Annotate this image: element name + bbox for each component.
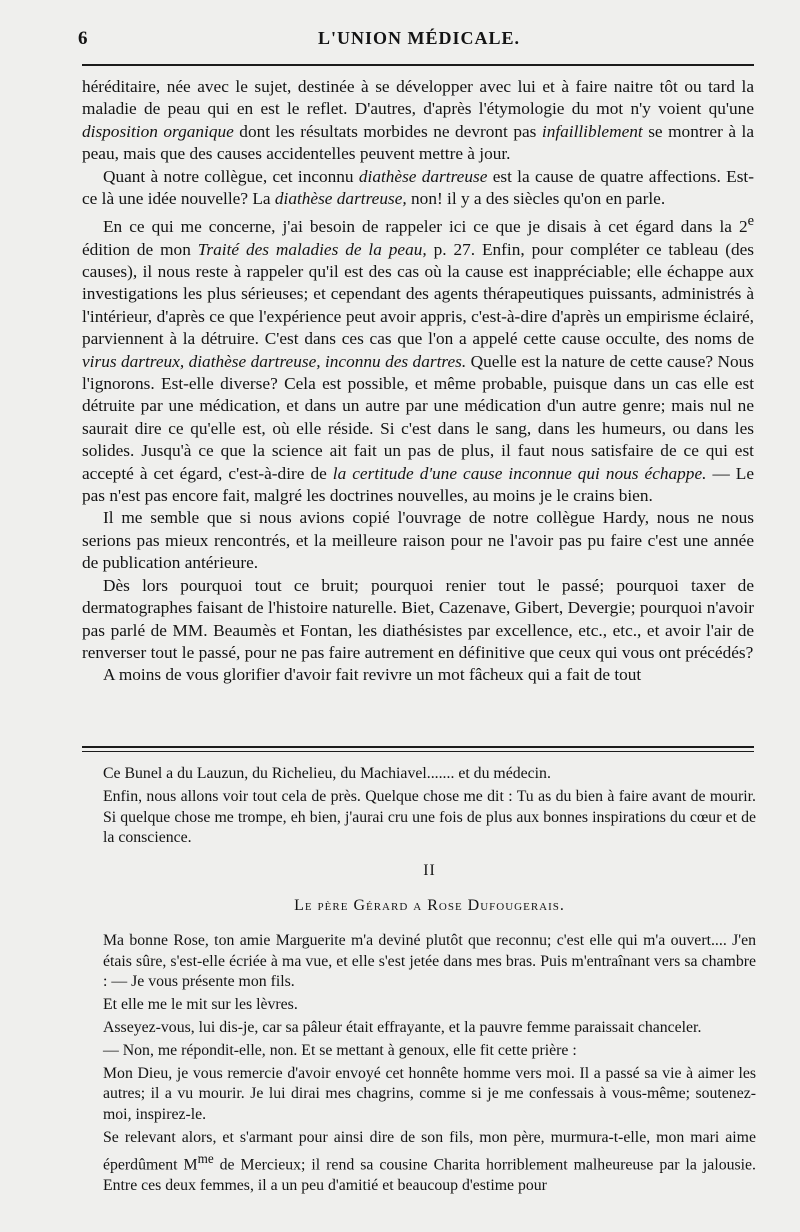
feuilleton-paragraph: Ma bonne Rose, ton amie Marguerite m'a deviné plutôt que reconnu; c'est elle qui m'a ouvert.... J'en étais sûre, s'est-elle écriée à ma vue, et elle s'est jetée dans mes bras. Puis m'entraînant vers sa chambre : — Je vous présente mon fils.	[103, 931, 756, 991]
paragraph: En ce qui me concerne, j'ai besoin de rappeler ici ce que je disais à cet égard dans la 2e édition de mon Traité des maladies de la peau, p. 27. Enfin, pour compléter ce tableau (des causes), il nous reste à rappeler qu'il est des cas où la cause est inappréciable; elle échappe aux investigations les plus sérieuses; et cependant des agents thérapeutiques puissants, administrés à l'intérieur, d'après ce que l'expérience peut avoir appris, c'est-à-dire d'après un empirisme éclairé, parviennent à la détruire. C'est dans ces cas que l'on a appelé cette cause occulte, des noms de virus dartreux, diathèse dartreuse, inconnu des dartres. Quelle est la nature de cette cause? Nous l'ignorons. Est-elle diverse? Cela est possible, et même probable, puisque dans un cas elle est détruite par une médication, et dans un autre par une médication d'un autre genre; mais nul ne saurait dire ce qu'elle est, où elle réside. Si c'est dans le sang, dans les humeurs, ou dans les solides. Jusqu'à ce que la science ait fait un pas de plus, il faut nous satisfaire de ce qui est accepté à cet égard, c'est-à-dire de la certitude d'une cause inconnue qui nous échappe. — Le pas n'est pas encore fait, malgré les doctrines nouvelles, au moins je le crains bien.	[82, 213, 754, 506]
paragraph: héréditaire, née avec le sujet, destinée à se développer avec lui et à faire naitre tôt ou tard la maladie de peau qui en est le reflet. D'autres, d'après l'étymologie du mot n'y voient qu'une disposition organique dont les résultats morbides ne devront pas infailliblement se montrer à la peau, mais que des causes accidentelles peuvent mettre à jour.	[82, 77, 754, 164]
feuilleton-paragraph: Asseyez-vous, lui dis-je, car sa pâleur était effrayante, et la pauvre femme paraissait chanceler.	[103, 1018, 702, 1036]
feuilleton-paragraph: Mon Dieu, je vous remercie d'avoir envoyé cet honnête homme vers moi. Il a passé sa vie à aimer les autres; il a vu mourir. Je lui dirai mes chagrins, comme si je me confessais à vous-même; soutenez-moi, inspirez-le.	[103, 1064, 756, 1124]
feuilleton-paragraph: Se relevant alors, et s'armant pour ainsi dire de son fils, mon père, murmura-t-elle, mon mari aime éperdûment $M^{me}$ de Mercieux; il rend sa cousine Charita horriblement malheureuse par la jalousie. Entre ces deux femmes, il a un peu d'amitié et beaucoup d'estime pour	[103, 1128, 757, 1194]
paragraph: Il me semble que si nous avions copié l'ouvrage de notre collègue Hardy, nous ne nous serions pas mieux rencontrés, et la meilleure raison pour ne l'avoir pas pu faire c'est une année de publication antérieure.	[82, 508, 754, 573]
section-title: Le père Gérard a Rose Dufougerais.	[294, 896, 565, 914]
feuilleton-paragraph: Et elle me le mit sur les lèvres.	[103, 996, 298, 1014]
feuilleton	[103, 764, 756, 1197]
feuilleton-paragraph: Enfin, nous allons voir tout cela de près. Quelque chose me dit : Tu as du bien à faire avant de mourir. Si quelque chose me trompe, eh bien, j'aurai cru une fois de plus aux bonnes inspirations du cœur et de la conscience.	[103, 787, 756, 847]
paragraph: A moins de vous glorifier d'avoir fait revivre un mot fâcheux qui a fait de tout	[103, 665, 642, 685]
page-number: 6	[78, 28, 88, 49]
section-number: II	[423, 862, 436, 880]
paragraph: Quant à notre collègue, cet inconnu diathèse dartreuse est la cause de quatre affections. Est-ce là une idée nouvelle? La diathèse dartreuse, non! il y a des siècles qu'on en parle.	[82, 166, 754, 209]
header-rule	[82, 64, 754, 66]
page-header	[78, 28, 760, 56]
paragraph: Dès lors pourquoi tout ce bruit; pourquoi renier tout le passé; pourquoi taxer de dermatographes faisant de l'histoire naturelle. Biet, Cazenave, Gibert, Devergie; pourquoi n'avoir pas parlé de MM. Beaumès et Fontan, les diathésistes par excellence, etc., etc., et avoir l'air de renverser tout le passé, pour ne pas faire autrement en définitive que ceux qui vous ont précédés?	[82, 575, 754, 662]
feuilleton-paragraph: Ce Bunel a du Lauzun, du Richelieu, du Machiavel....... et du médecin.	[103, 765, 551, 782]
journal-title: L'UNION MÉDICALE.	[317, 28, 521, 48]
feuilleton-paragraph: — Non, me répondit-elle, non. Et se mettant à genoux, elle fit cette prière :	[103, 1041, 577, 1059]
article-body	[82, 76, 754, 687]
feuilleton-separator	[82, 746, 754, 752]
